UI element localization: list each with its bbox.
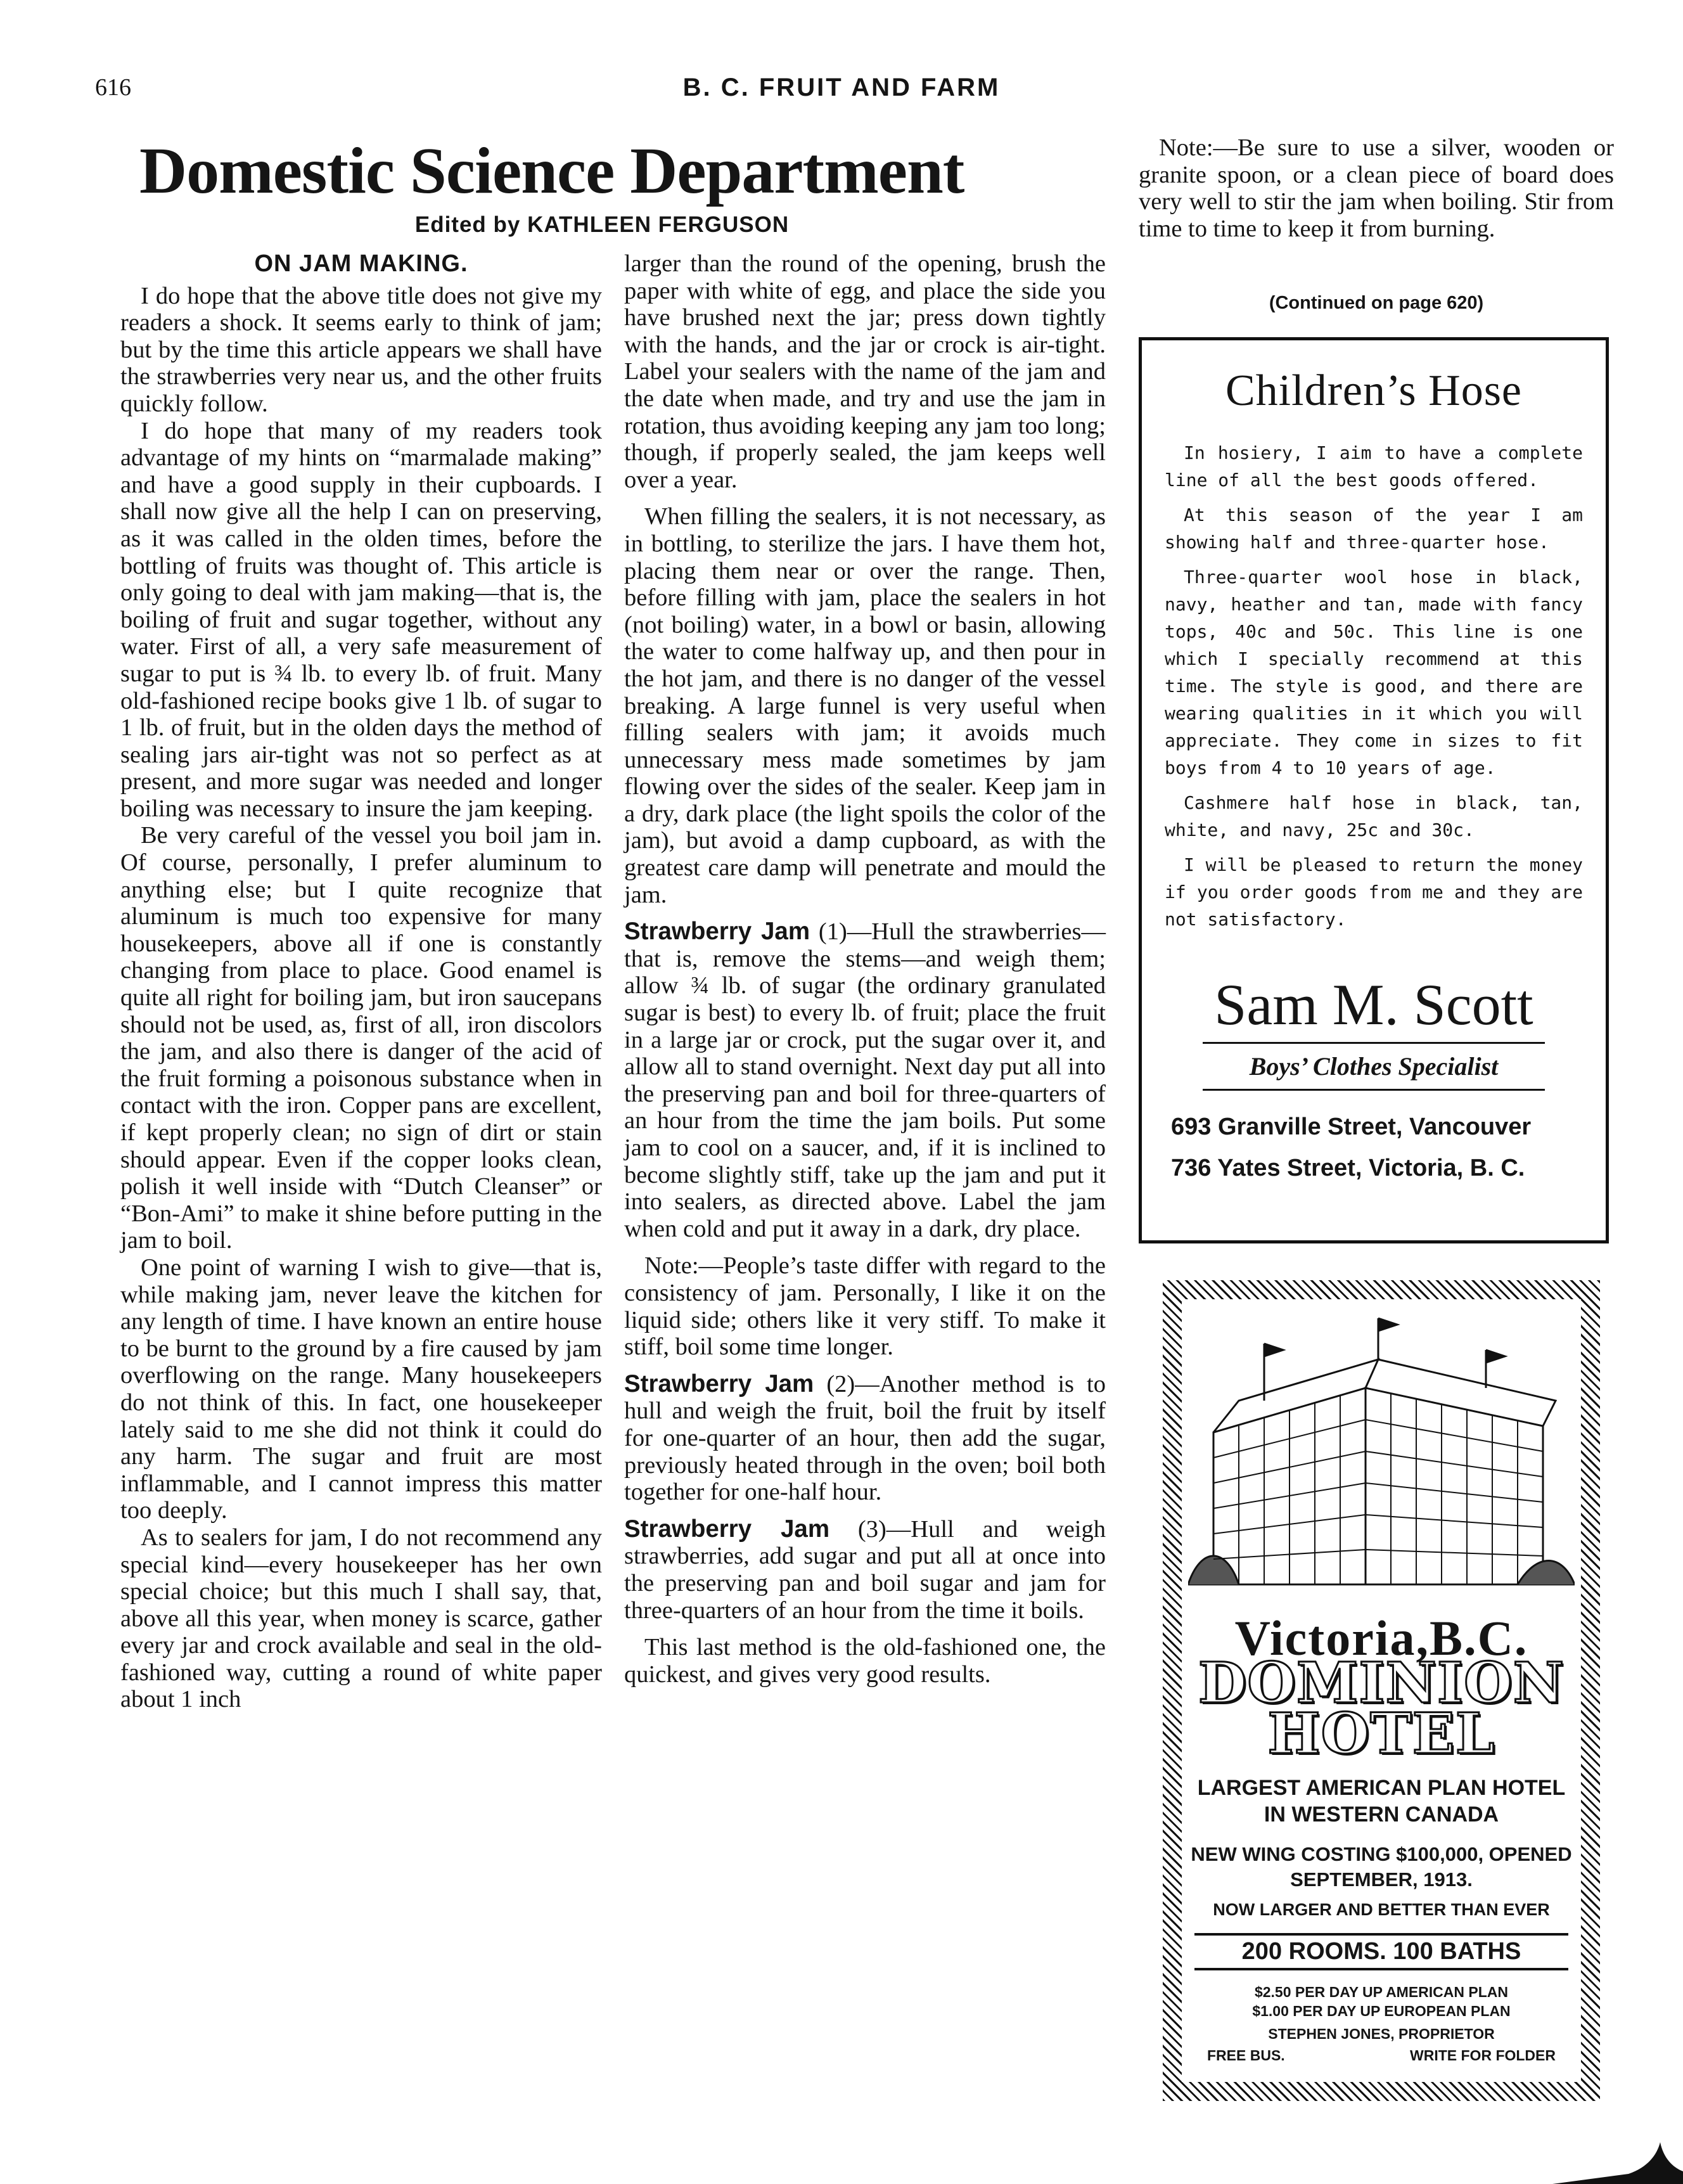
article-paragraph: When filling the sealers, it is not necessary, as in bottling, to sterilize the jars. I have them hot, placing them near or over the range. Then, before filling with jam, place the sealers in hot (not boiling) water, in a bowl or basin, allowing the water to come halfway up, and then pour in the hot jam, and there is no danger of the vessel breaking. A large funnel is very useful when filling sealers with jam; it avoids much unnecessary mess made sometimes by jam flowing over the sides of the sealer. Keep jam in a dry, dark place (the light spoils the color of the jam), but avoid a damp cupboard, as with the greatest care damp will penetrate and mould the jam.	[624, 503, 1106, 908]
hotel-line: SEPTEMBER, 1913.	[1290, 1868, 1473, 1891]
ad-paragraph: Three-quarter wool hose in black, navy, heather and tan, made with fancy tops, 40c and 50c. This line is one which I specially recommend at this time. The style is good, and there are wearing qualities in it which you will appreciate. They come in sizes to fit boys from 4 to 10 years of age.	[1165, 567, 1583, 778]
article-paragraph: I do hope that many of my readers took advantage of my hints on “marmalade making” and have a good supply in their cupboards. I shall now give all the help I can on preserving, as it was called in the olden times, before the bottling of fruits was thought of. This article is only going to deal with jam making—that is, the boiling of fruit and sugar together, without any water. First of all, a very safe measurement of sugar to put is ¾ lb. to every lb. of fruit. Many old-fashioned recipe books give 1 lb. of sugar to 1 lb. of fruit, but in the olden days the method of sealing jars air-tight was not so perfect as at present, and more sugar was needed and longer boiling was necessary to insure the jam keeping.	[120, 417, 602, 822]
hotel-name-line-2: HOTEL	[1267, 1700, 1495, 1766]
article-paragraph: One point of warning I wish to give—that is, while making jam, never leave the kitchen for any length of time. I have known an entire house to be burnt to the ground by a fire caused by jam overflowing on the range. Many housekeepers do not think of this. In fact, one housekeeper lately said to me she did not think it could do any harm. The sugar and fruit are most inflammable, and I cannot impress this matter too deeply.	[120, 1254, 602, 1524]
recipe-strawberry-jam-2	[624, 1371, 1106, 1506]
recipe-strawberry-jam-3	[624, 1516, 1106, 1624]
dominion-hotel-advertisement	[1163, 1280, 1600, 2101]
recipe-strawberry-jam-1	[624, 918, 1106, 1242]
merchant-name: Sam M. Scott	[1214, 972, 1533, 1037]
hotel-line: NOW LARGER AND BETTER THAN EVER	[1213, 1900, 1550, 1919]
recipe-label: Strawberry Jam	[624, 918, 810, 946]
ad-paragraph: I will be pleased to return the money if you order goods from me and they are not satisfactory.	[1165, 854, 1583, 930]
hotel-name-line-1: DOMINION	[1198, 1650, 1565, 1716]
hotel-rate-american: $2.50 PER DAY UP AMERICAN PLAN	[1254, 1984, 1509, 2000]
hotel-city: Victoria,B.C.	[1234, 1610, 1528, 1666]
article-heading: ON JAM MAKING.	[254, 250, 468, 277]
article-paragraph: Be very careful of the vessel you boil jam in. Of course, personally, I prefer aluminum to anything else; but I quite recognize that aluminum is much too expensive for many housekeepers, above all if one is constantly changing from place to place. Good enamel is quite all right for boiling jam, but iron saucepans should not be used, as, first of all, iron discolors the jam, and also there is danger of the acid of the fruit forming a poisonous substance when in contact with the iron. Copper pans are excellent, if kept properly clean; no sign of dirt or stain should appear. Even if the copper looks clean, polish it well inside with “Dutch Cleanser” or “Bon-Ami” to make it shine before putting in the jam to boil.	[120, 822, 602, 1254]
address-victoria: 736 Yates Street, Victoria, B. C.	[1171, 1155, 1525, 1181]
hotel-rate-european: $1.00 PER DAY UP EUROPEAN PLAN	[1252, 2003, 1511, 2019]
address-vancouver: 693 Granville Street, Vancouver	[1171, 1114, 1532, 1140]
article-column-1	[120, 250, 602, 1713]
hotel-line: NEW WING COSTING $100,000, OPENED	[1191, 1843, 1572, 1865]
recipe-text: (2)—Another method is to hull and weigh the fruit, boil the fruit by itself for one-quarter of an hour, then add the sugar, previously heated through in the oven; boil both together for one-half hour.	[624, 1370, 1106, 1506]
article-paragraph: As to sealers for jam, I do not recommend any special kind—every housekeeper has her own special choice; but this much I shall say, that, above all this year, when money is scarce, gather every jar and crock available and seal in the old-fashioned way, cutting a round of white paper about 1 inch	[120, 1524, 602, 1713]
hotel-building-illustration	[1188, 1306, 1575, 1603]
note-paragraph: Note:—Be sure to use a silver, wooden or granite spoon, or a clean piece of board does very well to stir the jam when boiling. Stir from time to time to keep it from burning.	[1139, 134, 1614, 242]
recipe-text: (3)—Hull and weigh strawberries, add sugar and put all at once into the preserving pan and boil sugar and jam for three-quarters of an hour from the time it boils.	[624, 1515, 1106, 1624]
ad-title: Children’s Hose	[1225, 366, 1523, 415]
hotel-free-bus: FREE BUS.	[1207, 2047, 1285, 2064]
continued-notice: (Continued on page 620)	[1269, 293, 1484, 313]
editor-line: Edited by KATHLEEN FERGUSON	[414, 212, 790, 237]
ad-paragraph: At this season of the year I am showing half and three-quarter hose.	[1165, 504, 1583, 553]
page-number: 616	[95, 74, 131, 101]
childrens-hose-advertisement	[1139, 337, 1609, 1243]
hotel-line: LARGEST AMERICAN PLAN HOTEL	[1197, 1776, 1566, 1800]
article-paragraph: larger than the round of the opening, brush the paper with white of egg, and place the side you have brushed next the jar; press down tightly with the hands, and the jar or crock is air-tight. Label your sealers with the name of the jam and the date when made, and try and use the jam in rotation, thus avoiding keeping any jam too long; though, if properly sealed, the jam keeps well over a year.	[624, 250, 1106, 493]
recipe-label: Strawberry Jam	[624, 1515, 830, 1543]
hotel-proprietor: STEPHEN JONES, PROPRIETOR	[1268, 2026, 1495, 2042]
magazine-title: B. C. FRUIT AND FARM	[682, 74, 1001, 101]
recipe-text: (1)—Hull the strawberries—that is, remove the stems—and weigh them; allow ¾ lb. of sugar (the ordinary granulated sugar is best) to every lb. of fruit; place the fruit in a large jar or crock, put the sugar over it, and allow all to stand overnight. Next day put all into the preserving pan and boil for three-quarters of an hour from the time the jam boils. Put some jam to cool on a saucer, and, if it is inclined to become slightly stiff, take up the jam and put it into sealers, as directed above. Label the jam when cold and put it away in a dark, dry place.	[624, 918, 1106, 1242]
article-column-2	[624, 250, 1106, 1688]
article-paragraph: This last method is the old-fashioned one, the quickest, and gives very good results.	[624, 1634, 1106, 1688]
scan-corner-shadow	[1552, 2129, 1683, 2184]
ad-paragraph: Cashmere half hose in black, tan, white, and navy, 25c and 30c.	[1165, 792, 1583, 840]
article-paragraph: I do hope that the above title does not give my readers a shock. It seems early to think of jam; but by the time this article appears we shall have the strawberries very near us, and the other fruits quickly follow.	[120, 282, 602, 417]
hotel-line: IN WESTERN CANADA	[1264, 1802, 1499, 1827]
note-paragraph: Note:—People’s taste differ with regard to the consistency of jam. Personally, I like it on the liquid side; others like it very stiff. To make it stiff, boil some time longer.	[624, 1252, 1106, 1361]
hotel-name	[1182, 1650, 1581, 1766]
hotel-ad-panel	[1182, 1299, 1581, 2082]
department-title: Domestic Science Department	[139, 134, 964, 207]
recipe-label: Strawberry Jam	[624, 1370, 814, 1397]
hotel-write-for-folder: WRITE FOR FOLDER	[1410, 2047, 1556, 2064]
merchant-tagline: Boys’ Clothes Specialist	[1203, 1042, 1545, 1091]
ad-paragraph: In hosiery, I aim to have a complete line of all the best goods offered.	[1165, 442, 1583, 491]
hotel-rooms: 200 ROOMS. 100 BATHS	[1194, 1933, 1568, 1970]
article-column-3	[1139, 134, 1614, 242]
